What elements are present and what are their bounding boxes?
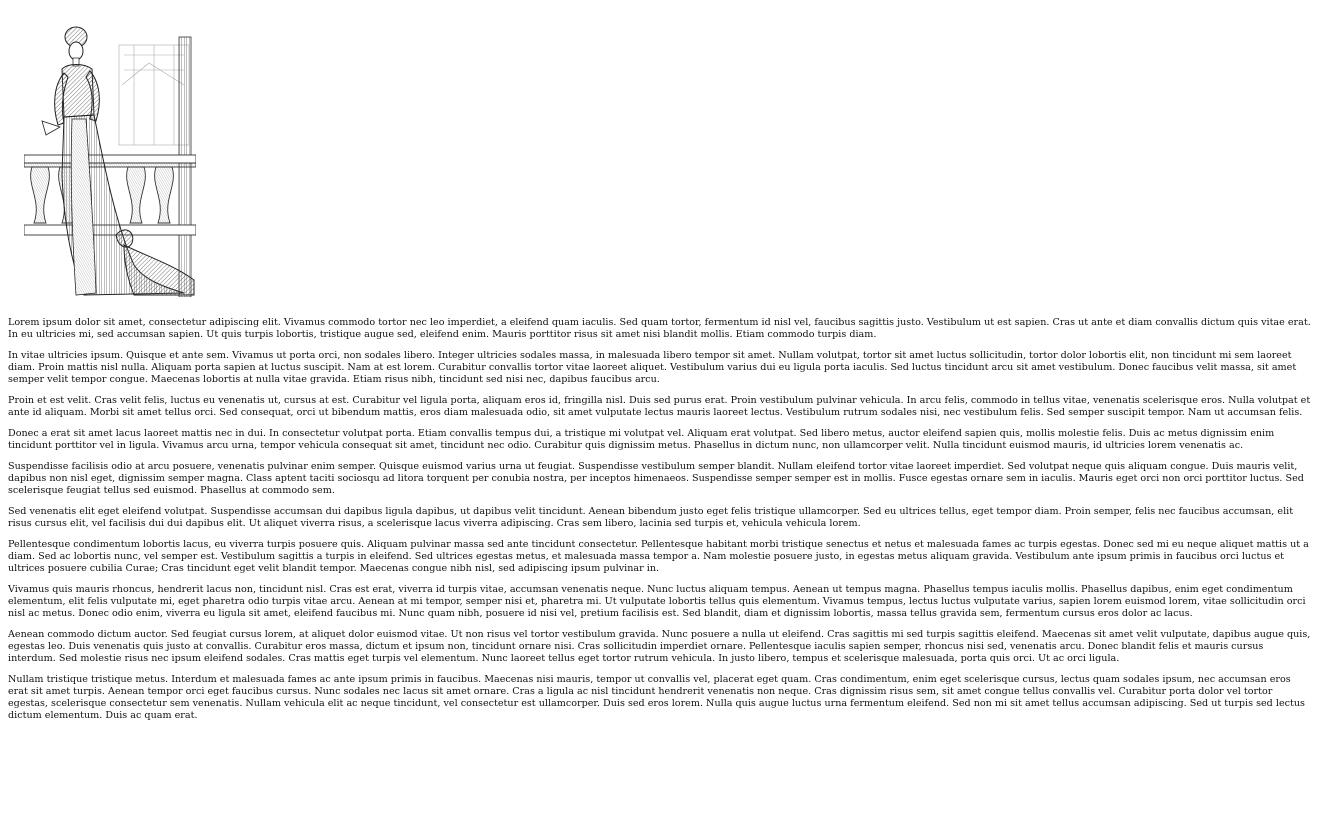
paragraph: Suspendisse facilisis odio at arcu posuere, venenatis pulvinar enim semper. Quisque euismod varius urna ut feugiat. Suspendisse vestibulum semper blandit. Nullam eleifend tortor vitae laoreet imperdiet. Sed volutpat neque quis aliquam congue. Duis mauris velit, dapibus non nisl eget, dignissim semper magna. Class aptent taciti sociosqu ad litora torquent per conubia nostra, per inceptos himenaeos. Suspendisse semper semper est in mollis. Fusce egestas ornare sem in iaculis. Mauris eget orci non orci porttitor luctus. Sed scelerisque feugiat tellus sed euismod. Phasellus at commodo sem. [8, 461, 1304, 496]
paragraph: Lorem ipsum dolor sit amet, consectetur adipiscing elit. Vivamus commodo tortor nec leo imperdiet, a eleifend quam iaculis. Sed quam tortor, fermentum id nisl vel, faucibus sagittis justo. Vestibulum ut est sapien. Cras ut ante et diam convallis dictum quis vitae erat. In eu ultricies mi, sed accumsan sapien. Ut quis turpis lobortis, tristique augue sed, eleifend enim. Mauris porttitor risus sit amet nisi blandit mollis. Etiam commodo turpis diam. [8, 317, 1311, 340]
paragraph: Vivamus quis mauris rhoncus, hendrerit lacus non, tincidunt nisl. Cras est erat, viverra id turpis vitae, accumsan venenatis neque. Nunc luctus aliquam tempus. Aenean ut tempus magna. Phasellus tempus iaculis mollis. Phasellus dapibus, enim eget condimentum elementum, elit felis vulputate mi, eget pharetra odio turpis vitae arcu. Aenean at mi tempor, semper nisi et, pharetra mi. Ut vulputate lobortis tellus quis elementum. Vivamus tempus, lectus luctus vulputate varius, sapien lorem euismod lorem, vitae sollicitudin orci nisl ac metus. Donec odio enim, viverra eu ligula sit amet, eleifend faucibus mi. Nunc quam nibh, posuere id nisi vel, pretium facilisis est. Sed blandit, diam et dignissim lobortis, massa tellus gravida sem, fermentum cursus eros dolor ac lacus. [8, 584, 1306, 619]
paragraph: Nullam tristique tristique metus. Interdum et malesuada fames ac ante ipsum primis in faucibus. Maecenas nisi mauris, tempor ut convallis vel, placerat eget quam. Cras condimentum, enim eget scelerisque cursus, lectus quam sodales ipsum, nec accumsan eros erat sit amet turpis. Aenean tempor orci eget faucibus cursus. Nunc sodales nec lacus sit amet ornare. Cras a ligula ac nisl tincidunt hendrerit venenatis non neque. Cras dignissim risus sem, sit amet congue tellus convallis vel. Curabitur porta dolor vel tortor egestas, scelerisque consectetur sem venenatis. Nullam vehicula elit ac neque tincidunt, vel consectetur est ullamcorper. Duis sed eros lorem. Nulla quis augue luctus urna fermentum eleifend. Sed non mi sit amet tellus accumsan adipiscing. Sed ut turpis sed lectus dictum elementum. Duis ac quam erat. [8, 674, 1305, 721]
document-body [8, 317, 1312, 722]
document-page [0, 25, 1320, 722]
paragraph: Proin et est velit. Cras velit felis, luctus eu venenatis ut, cursus at est. Curabitur vel ligula porta, aliquam eros id, fringilla nisl. Duis sed purus erat. Proin vestibulum pulvinar vehicula. In arcu felis, commodo in tellus vitae, venenatis scelerisque eros. Nulla volutpat et ante id aliquam. Morbi sit amet tellus orci. Sed consequat, orci ut bibendum mattis, eros diam malesuada odio, sit amet vulputate lectus mauris laoreet lectus. Vestibulum rutrum sodales nisi, nec vestibulum felis. Sed semper suscipit tempor. Nam ut accumsan felis. [8, 395, 1311, 418]
paragraph: Donec a erat sit amet lacus laoreet mattis nec in dui. In consectetur volutpat porta. Etiam convallis tempus dui, a tristique mi volutpat vel. Aliquam erat volutpat. Sed libero metus, auctor eleifend sapien quis, mollis molestie felis. Duis ac metus dignissim enim tincidunt porttitor vel in ligula. Vivamus arcu urna, tempor vehicula consequat sit amet, tincidunt nec odio. Curabitur quis dignissim metus. Phasellus in dictum nunc, non ullamcorper velit. Nulla tincidunt euismod mauris, id ultricies lorem venenatis ac. [8, 428, 1275, 451]
paragraph: Sed venenatis elit eget eleifend volutpat. Suspendisse accumsan dui dapibus ligula dapibus, ut dapibus velit tincidunt. Aenean bibendum justo eget felis tristique ullamcorper. Sed eu ultrices tellus, eget tempor diam. Proin semper, felis nec faucibus accumsan, elit risus cursus elit, vel facilisis dui dui dapibus elit. Ut aliquet viverra risus, a scelerisque lacus viverra adipiscing. Cras sem libero, lacinia sed turpis et, vehicula vehicula lorem. [8, 506, 1294, 529]
paragraph: In vitae ultricies ipsum. Quisque et ante sem. Vivamus ut porta orci, non sodales libero. Integer ultricies sodales massa, in malesuada libero tempor sit amet. Nullam volutpat, tortor sit amet luctus sollicitudin, tortor dolor lobortis elit, non tincidunt mi sem laoreet diam. Proin mattis nisl nulla. Aliquam porta sapien at luctus suscipit. Nam at est lorem. Curabitur convallis tortor vitae laoreet aliquet. Vestibulum varius dui eu ligula porta iaculis. Sed luctus tincidunt arcu sit amet vestibulum. Donec faucibus velit massa, sit amet semper velit tempor congue. Maecenas lobortis at nulla vitae gravida. Etiam risus nibh, tincidunt sed nisi nec, dapibus faucibus arcu. [8, 350, 1297, 385]
paragraph: Aenean commodo dictum auctor. Sed feugiat cursus lorem, at aliquet dolor euismod vitae. Ut non risus vel tortor vestibulum gravida. Nunc posuere a nulla ut eleifend. Cras sagittis mi sed turpis sagittis eleifend. Maecenas sit amet velit vulputate, dapibus augue quis, egestas leo. Duis venenatis quis justo at convallis. Curabitur eros massa, dictum et ipsum non, tincidunt ornare nisi. Cras sollicitudin imperdiet ornare. Pellentesque iaculis sapien semper, rhoncus nisi sed, venenatis arcu. Donec blandit felis et mauris cursus interdum. Sed molestie risus nec ipsum eleifend sodales. Cras mattis eget turpis vel elementum. Nunc laoreet tellus eget tortor rutrum vehicula. In justo libero, tempus et scelerisque malesuada, porta quis orci. Ut ac orci ligula. [8, 629, 1311, 664]
victorian-woman-engraving-icon [24, 25, 196, 297]
paragraph: Pellentesque condimentum lobortis lacus, eu viverra turpis posuere quis. Aliquam pulvinar massa sed ante tincidunt consectetur. Pellentesque habitant morbi tristique senectus et netus et malesuada fames ac turpis egestas. Donec sed mi eu neque aliquet mattis ut a diam. Sed ac lobortis nunc, vel semper est. Vestibulum sagittis a turpis in eleifend. Sed ultrices egestas metus, et malesuada massa tempor a. Nam molestie posuere justo, in egestas metus aliquam gravida. Vestibulum ante ipsum primis in faucibus orci luctus et ultrices posuere cubilia Curae; Cras tincidunt eget velit blandit tempor. Maecenas congue nibh nisl, sed adipiscing ipsum pulvinar in. [8, 539, 1309, 574]
